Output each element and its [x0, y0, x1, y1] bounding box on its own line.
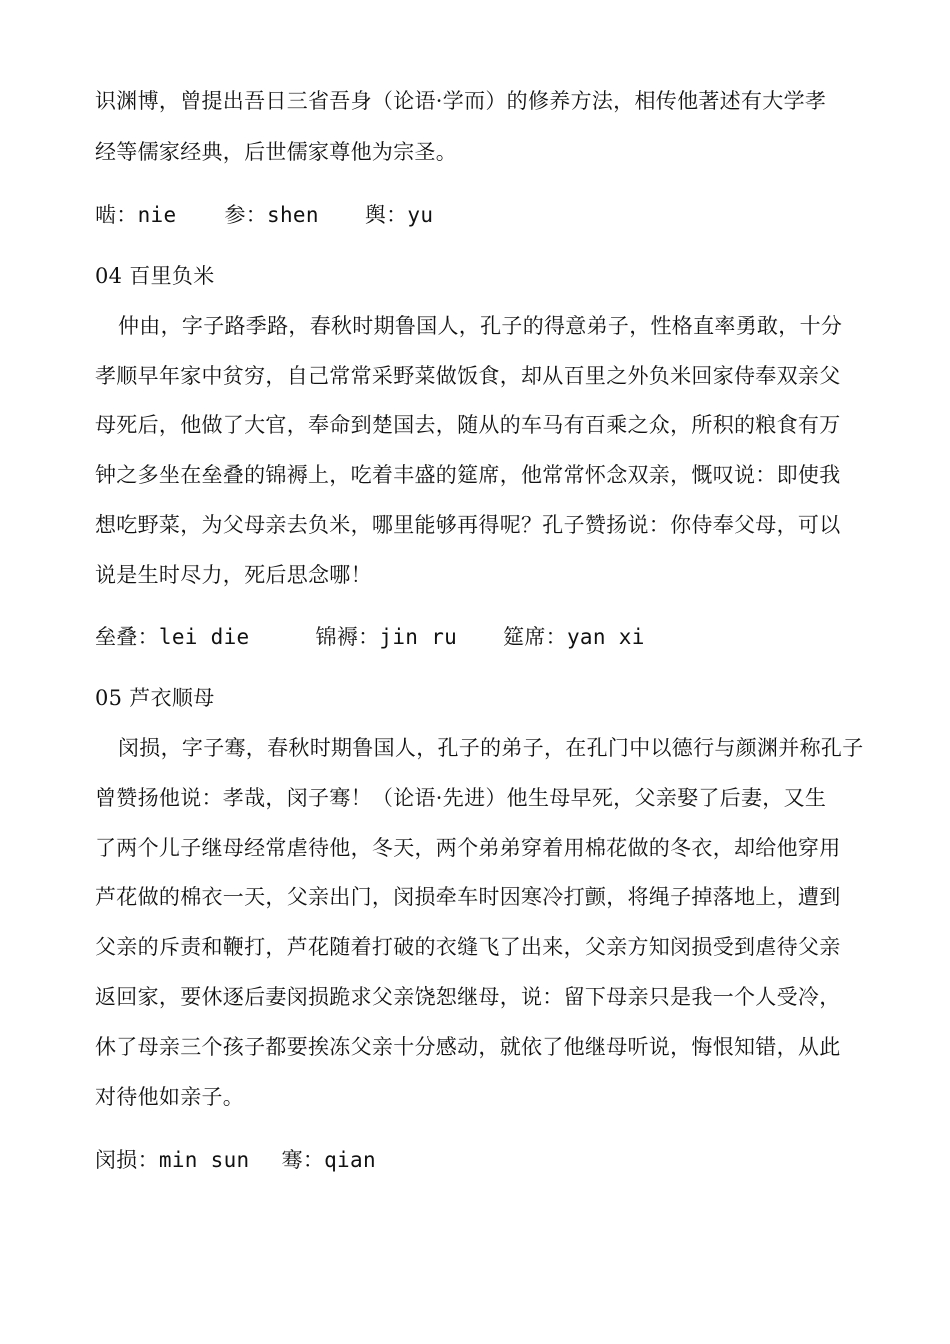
paragraph-line: 想吃野菜，为父母亲去负米，哪里能够再得呢？孔子赞扬说：你侍奉父母，可以	[95, 513, 841, 537]
paragraph-line: 返回家，要休逐后妻闵损跪求父亲饶恕继母，说：留下母亲只是我一个人受冷，	[95, 985, 841, 1009]
section-heading: 04 百里负米	[95, 264, 215, 288]
pinyin-entry: 闵损：min sun	[95, 1148, 250, 1172]
pinyin-entry: 筵席：yan xi	[503, 625, 645, 649]
pinyin-entry: 舆：yu	[364, 203, 434, 227]
paragraph-line: 仲由，字子路季路，春秋时期鲁国人，孔子的得意弟子，性格直率勇敢，十分	[118, 314, 843, 338]
pinyin-entry: 骞：qian	[281, 1148, 376, 1172]
paragraph-line: 说是生时尽力，死后思念哪！	[95, 563, 372, 587]
paragraph-line: 曾赞扬他说：孝哉，闵子骞！（论语·先进）他生母早死，父亲娶了后妻，又生	[95, 786, 827, 810]
paragraph-line: 休了母亲三个孩子都要挨冻父亲十分感动，就依了他继母听说，悔恨知错，从此	[95, 1035, 841, 1059]
paragraph-line: 孝顺早年家中贫穷，自己常常采野菜做饭食，却从百里之外负米回家侍奉双亲父	[95, 364, 841, 388]
paragraph-line: 闵损，字子骞，春秋时期鲁国人，孔子的弟子，在孔门中以德行与颜渊并称孔子	[118, 736, 864, 760]
pinyin-note	[95, 622, 895, 652]
paragraph-line: 了两个儿子继母经常虐待他，冬天，两个弟弟穿着用棉花做的冬衣，却给他穿用	[95, 836, 841, 860]
paragraph-line: 识渊博，曾提出吾日三省吾身（论语·学而）的修养方法，相传他著述有大学孝	[95, 89, 827, 113]
pinyin-entry: 参：shen	[224, 203, 319, 227]
paragraph-line: 对待他如亲子。	[95, 1085, 245, 1109]
pinyin-entry: 啮：nie	[95, 203, 177, 227]
paragraph-line: 父亲的斥责和鞭打，芦花随着打破的衣缝飞了出来，父亲方知闵损受到虐待父亲	[95, 935, 841, 959]
pinyin-note	[95, 200, 895, 230]
pinyin-note	[95, 1145, 895, 1175]
pinyin-entry: 垒叠：lei die	[95, 625, 250, 649]
paragraph-line: 芦花做的棉衣一天，父亲出门，闵损牵车时因寒冷打颤，将绳子掉落地上，遭到	[95, 885, 841, 909]
paragraph-line: 母死后，他做了大官，奉命到楚国去，随从的车马有百乘之众，所积的粮食有万	[95, 413, 841, 437]
pinyin-entry: 锦褥：jin ru	[315, 625, 458, 649]
paragraph-line: 钟之多坐在垒叠的锦褥上，吃着丰盛的筵席，他常常怀念双亲，慨叹说：即使我	[95, 463, 841, 487]
paragraph-line: 经等儒家经典，后世儒家尊他为宗圣。	[95, 140, 458, 164]
section-heading: 05 芦衣顺母	[95, 686, 215, 710]
